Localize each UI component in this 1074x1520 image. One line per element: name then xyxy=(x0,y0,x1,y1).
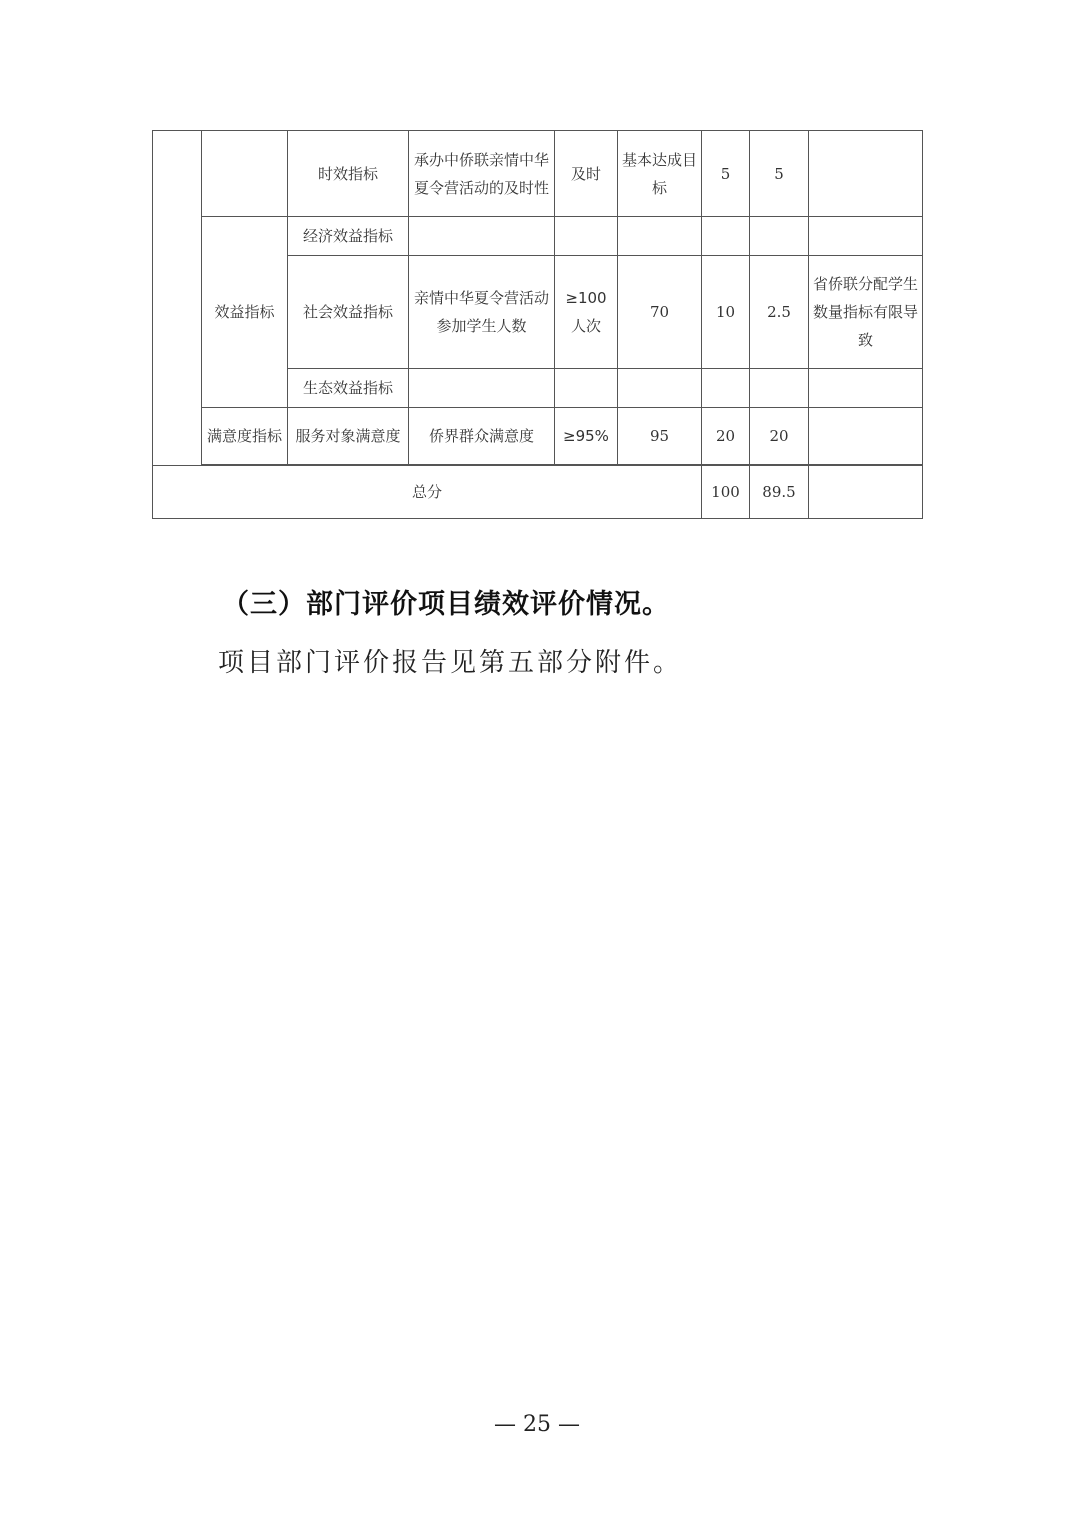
score-cell: 5 xyxy=(750,131,809,217)
table-row-total xyxy=(153,466,923,519)
weight-cell xyxy=(702,369,750,408)
tertiary-indicator-cell: 服务对象满意度 xyxy=(288,408,409,465)
deviation-reason-cell xyxy=(809,217,923,256)
score-cell: 2.5 xyxy=(750,256,809,369)
actual-value-cell: 95 xyxy=(618,408,702,465)
indicator-content-cell: 侨界群众满意度 xyxy=(409,408,555,465)
weight-cell: 20 xyxy=(702,408,750,465)
table-row-satisfaction xyxy=(153,408,923,465)
indicator-content-cell xyxy=(409,217,555,256)
weight-cell: 10 xyxy=(702,256,750,369)
page-number: — 25 — xyxy=(494,1412,580,1437)
tertiary-indicator-cell: 生态效益指标 xyxy=(288,369,409,408)
score-cell xyxy=(750,217,809,256)
secondary-indicator-cell: 效益指标 xyxy=(202,217,288,408)
table-row-timeliness xyxy=(153,131,923,217)
target-value-cell: ≥100人次 xyxy=(555,256,618,369)
score-cell: 20 xyxy=(750,408,809,465)
deviation-reason-cell xyxy=(809,408,923,465)
weight-cell: 5 xyxy=(702,131,750,217)
tertiary-indicator-cell: 经济效益指标 xyxy=(288,217,409,256)
target-value-cell xyxy=(555,217,618,256)
performance-indicator-table xyxy=(152,130,923,519)
score-cell xyxy=(750,369,809,408)
target-value-cell: 及时 xyxy=(555,131,618,217)
actual-value-cell xyxy=(618,369,702,408)
deviation-reason-cell xyxy=(809,131,923,217)
primary-indicator-cell xyxy=(153,131,202,466)
weight-cell xyxy=(702,217,750,256)
actual-value-cell xyxy=(618,217,702,256)
deviation-reason-cell xyxy=(809,369,923,408)
table-row-economic xyxy=(153,217,923,256)
total-weight-cell: 100 xyxy=(702,466,750,519)
indicator-content-cell: 亲情中华夏令营活动参加学生人数 xyxy=(409,256,555,369)
actual-value-cell: 基本达成目标 xyxy=(618,131,702,217)
target-value-cell xyxy=(555,369,618,408)
total-score-cell: 89.5 xyxy=(750,466,809,519)
total-label-cell: 总分 xyxy=(153,466,702,519)
tertiary-indicator-cell: 时效指标 xyxy=(288,131,409,217)
section-body-text: 项目部门评价报告见第五部分附件。 xyxy=(218,648,683,678)
secondary-indicator-cell xyxy=(202,131,288,217)
indicator-content-cell xyxy=(409,369,555,408)
actual-value-cell: 70 xyxy=(618,256,702,369)
indicator-content-cell: 承办中侨联亲情中华夏令营活动的及时性 xyxy=(409,131,555,217)
deviation-reason-cell: 省侨联分配学生数量指标有限导致 xyxy=(809,256,923,369)
section-heading: （三）部门评价项目绩效评价情况。 xyxy=(222,589,670,620)
tertiary-indicator-cell: 社会效益指标 xyxy=(288,256,409,369)
total-reason-cell xyxy=(809,466,923,519)
target-value-cell: ≥95% xyxy=(555,408,618,465)
secondary-indicator-cell: 满意度指标 xyxy=(202,408,288,465)
